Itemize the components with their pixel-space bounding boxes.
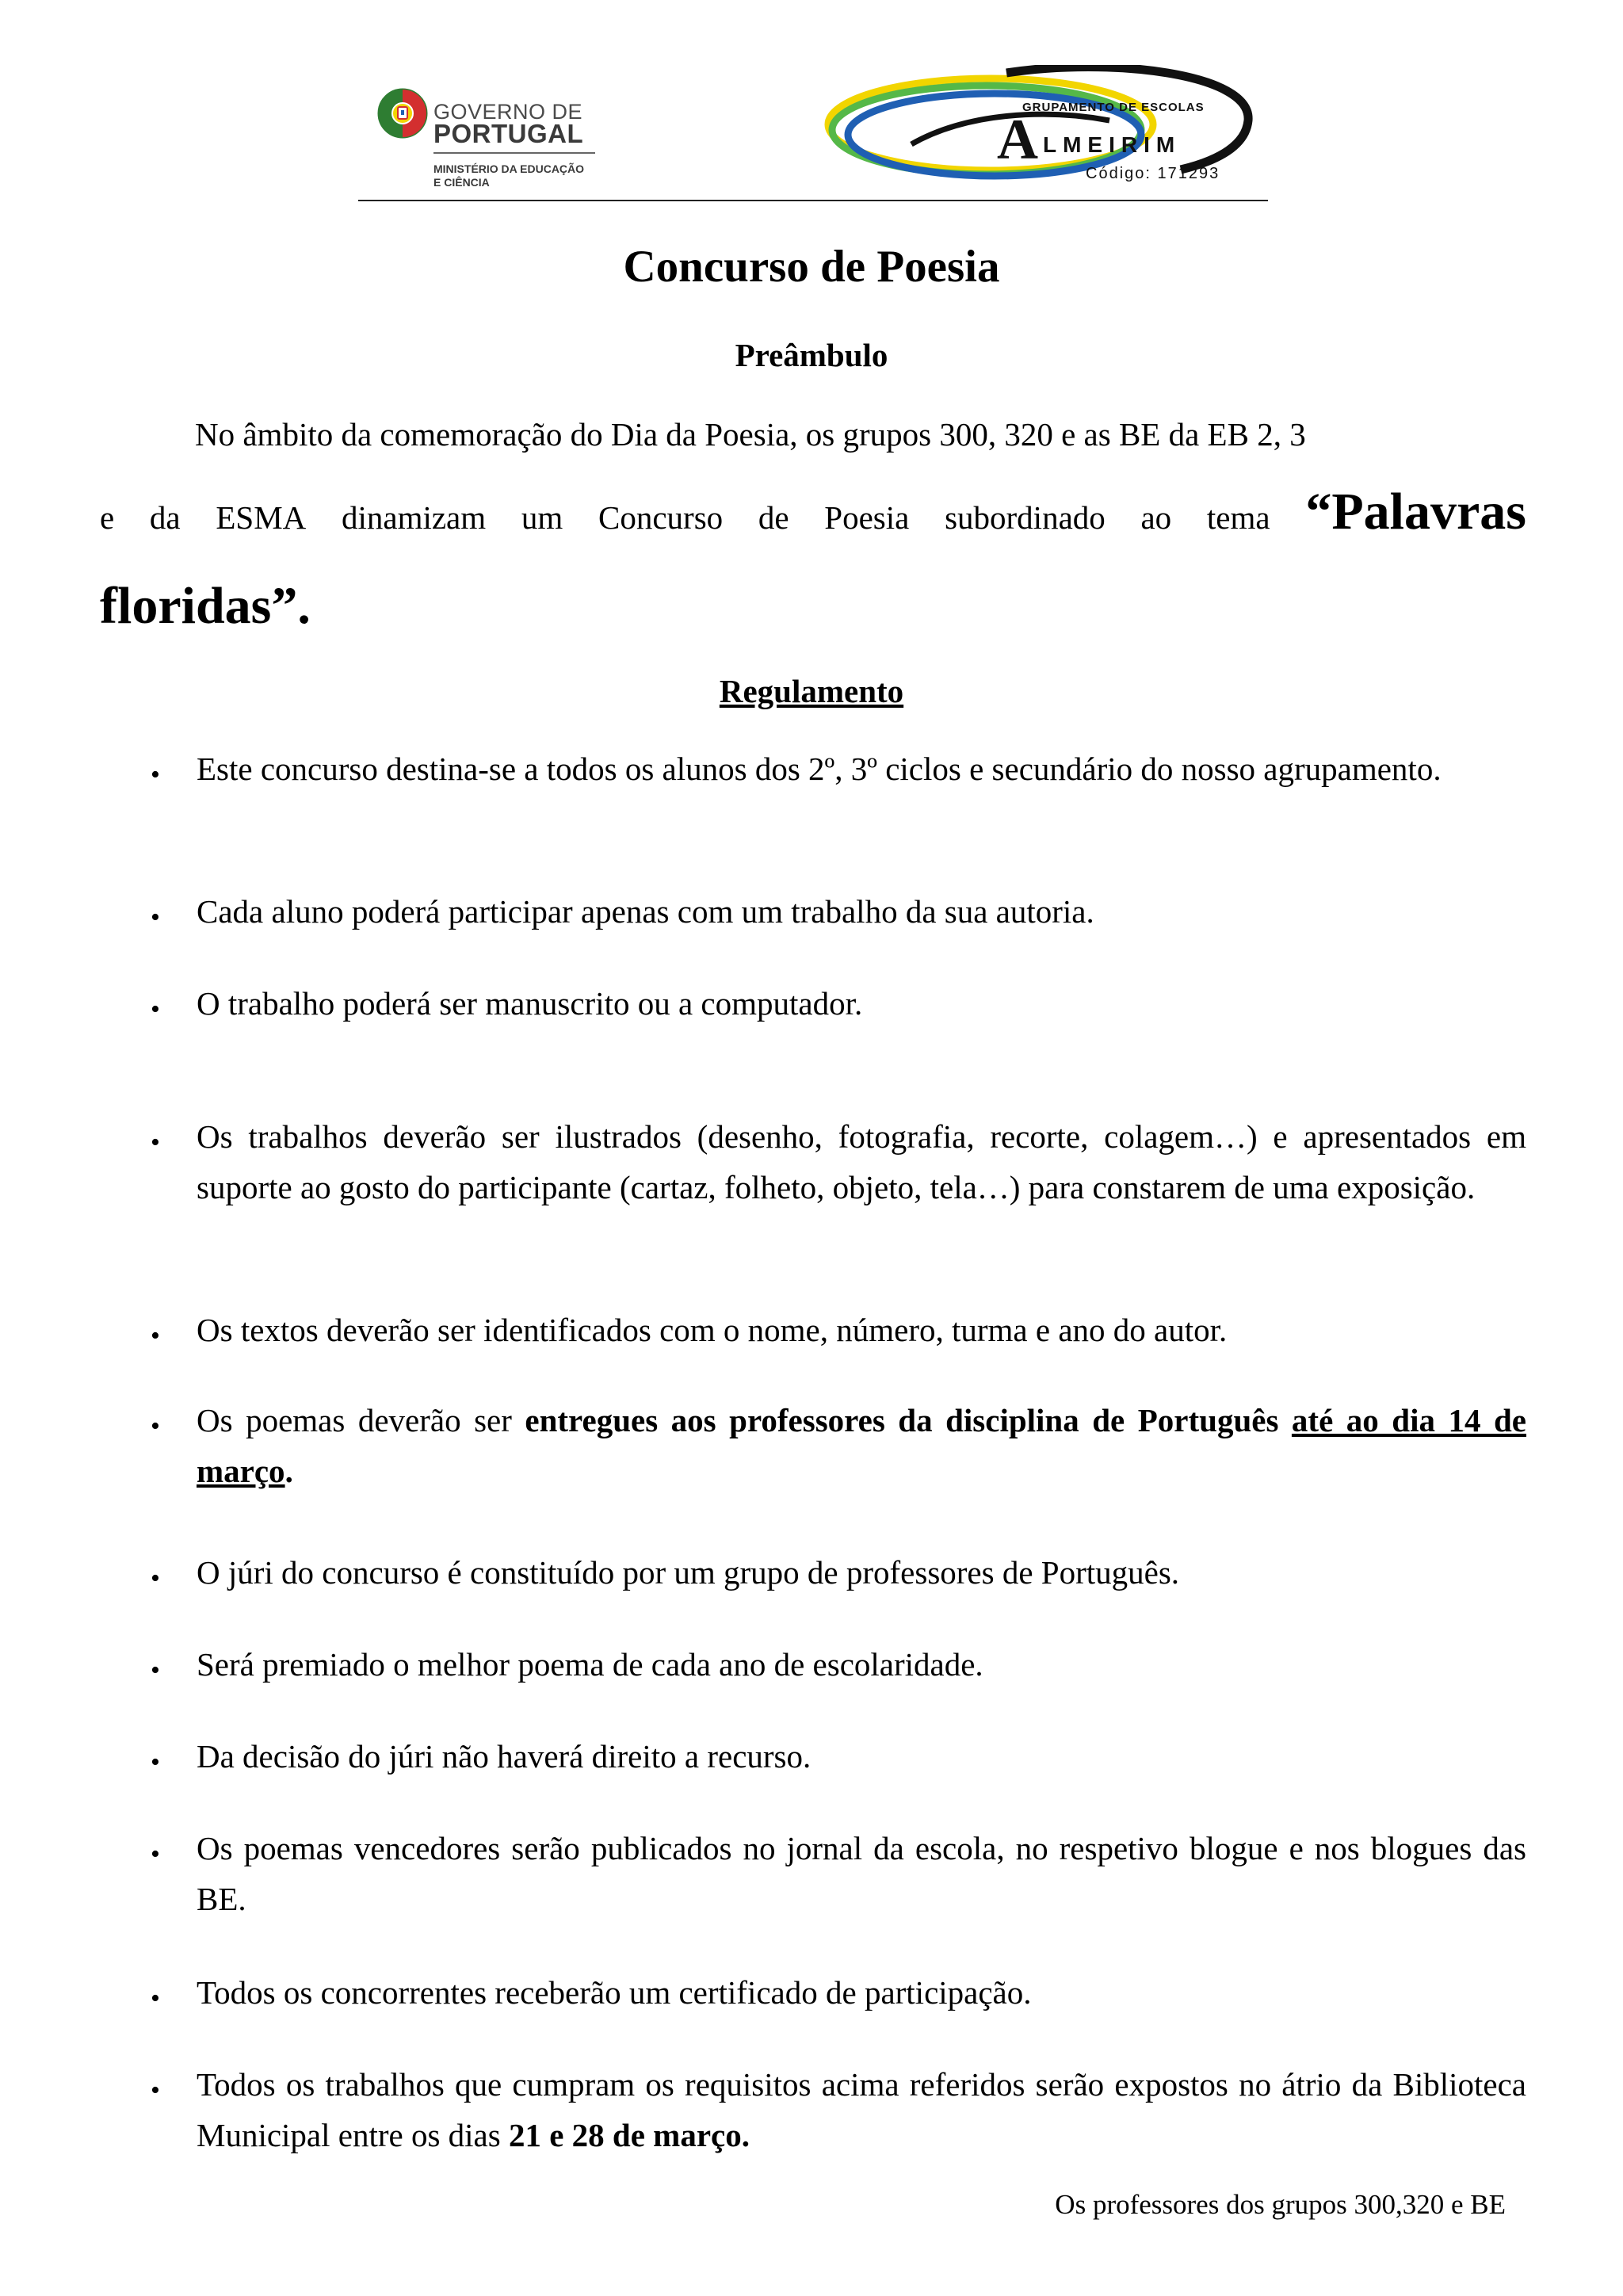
school-logo-graphic [808, 65, 1260, 200]
preamble-line1: No âmbito da comemoração do Dia da Poesia, os grupos 300, 320 e as BE da EB 2, 3 [195, 416, 1306, 453]
rule-item-12-dates: 21 e 28 de março. [508, 2117, 750, 2153]
preamble-word: um [521, 499, 563, 536]
rule-item-4: Os trabalhos deverão ser ilustrados (desenho, fotografia, recorte, colagem…) e apresentados em suporte ao gosto do participante (cartaz, folheto, objeto, tela…) para constarem de uma exposição. [197, 1118, 1526, 1205]
bullet-icon: • [151, 1412, 160, 1441]
bullet-icon: • [151, 995, 160, 1024]
preamble-word: da [149, 499, 181, 536]
rule-item-8: Será premiado o melhor poema de cada ano de escolaridade. [197, 1646, 983, 1683]
preamble-word: tema [1206, 499, 1270, 536]
bullet-icon: • [151, 1748, 160, 1777]
school-name: LMEIRIM [1043, 132, 1182, 157]
bullet-icon: • [151, 1839, 160, 1869]
government-logo [376, 87, 598, 198]
gov-divider [433, 152, 595, 154]
gov-ministry-line1: MINISTÉRIO DA EDUCAÇÃO [433, 162, 585, 175]
bullet-icon: • [151, 1564, 160, 1593]
gov-ministry [433, 162, 584, 189]
gov-ministry-line2: E CIÊNCIA [433, 176, 490, 189]
rule-item-2: Cada aluno poderá participar apenas com um trabalho da sua autoria. [197, 893, 1094, 930]
preamble-theme-part1: “Palavras [1305, 483, 1526, 541]
rule-item-6-bold: entregues aos professores da disciplina de Português [525, 1402, 1279, 1438]
regulation-heading: Regulamento [719, 673, 904, 709]
rule-item-6-deadline: até ao dia 14 de março [197, 1402, 1527, 1489]
bullet-icon: • [151, 2076, 160, 2105]
rule-item-1: Este concurso destina-se a todos os alunos dos 2º, 3º ciclos e secundário do nosso agrupamento. [197, 751, 1442, 787]
signature: Os professores dos grupos 300,320 e BE [1055, 2189, 1506, 2220]
preamble-word: subordinado [945, 499, 1106, 536]
school-initial: A [997, 108, 1038, 171]
gov-line2: PORTUGAL [433, 119, 584, 148]
rule-item-5: Os textos deverão ser identificados com o nome, número, turma e ano do autor. [197, 1312, 1228, 1348]
preamble-word: e [100, 499, 115, 536]
bullet-icon: • [151, 760, 160, 789]
rule-item-12-text: Todos os trabalhos que cumpram os requisitos acima referidos serão expostos no átrio da Biblioteca Municipal entre os dias [197, 2066, 1526, 2153]
preamble-line2 [100, 483, 1526, 541]
preamble-word: ao [1140, 499, 1172, 536]
rule-item-7: O júri do concurso é constituído por um grupo de professores de Português. [197, 1554, 1180, 1591]
school-group-label: GRUPAMENTO DE ESCOLAS [1022, 101, 1205, 114]
preamble-word: Concurso [598, 499, 724, 536]
header-divider [358, 200, 1268, 201]
rule-item-10: Os poemas vencedores serão publicados no jornal da escola, no respetivo blogue e nos blogues das BE. [197, 1830, 1526, 1917]
page-title: Concurso de Poesia [623, 242, 1000, 292]
school-logo [808, 65, 1260, 200]
rule-item-6 [197, 1395, 1526, 1496]
rule-item-6-text: Os poemas deverão ser [197, 1402, 525, 1438]
rule-item-11: Todos os concorrentes receberão um certificado de participação. [197, 1974, 1032, 2011]
bullet-icon: • [151, 1128, 160, 1157]
bullet-icon: • [151, 1321, 160, 1350]
bullet-icon: • [151, 903, 160, 932]
bullet-icon: • [151, 1984, 160, 2013]
preamble-word: ESMA [216, 499, 307, 536]
rule-item-12 [197, 2059, 1526, 2160]
preamble-word: de [758, 499, 789, 536]
bullet-icon: • [151, 1656, 160, 1685]
preamble-word: dinamizam [341, 499, 487, 536]
preamble-theme-part2: floridas”. [100, 577, 311, 635]
gov-line1: GOVERNO DE [433, 100, 583, 124]
rule-item-6-space [1278, 1402, 1292, 1438]
rule-item-6-end: . [285, 1453, 293, 1489]
portugal-emblem-icon [376, 87, 429, 139]
rule-item-9: Da decisão do júri não haverá direito a recurso. [197, 1738, 812, 1775]
rule-item-3: O trabalho poderá ser manuscrito ou a computador. [197, 985, 863, 1022]
school-code: Código: 171293 [1086, 165, 1220, 182]
preamble-word: Poesia [824, 499, 910, 536]
preamble-heading: Preâmbulo [735, 337, 888, 373]
